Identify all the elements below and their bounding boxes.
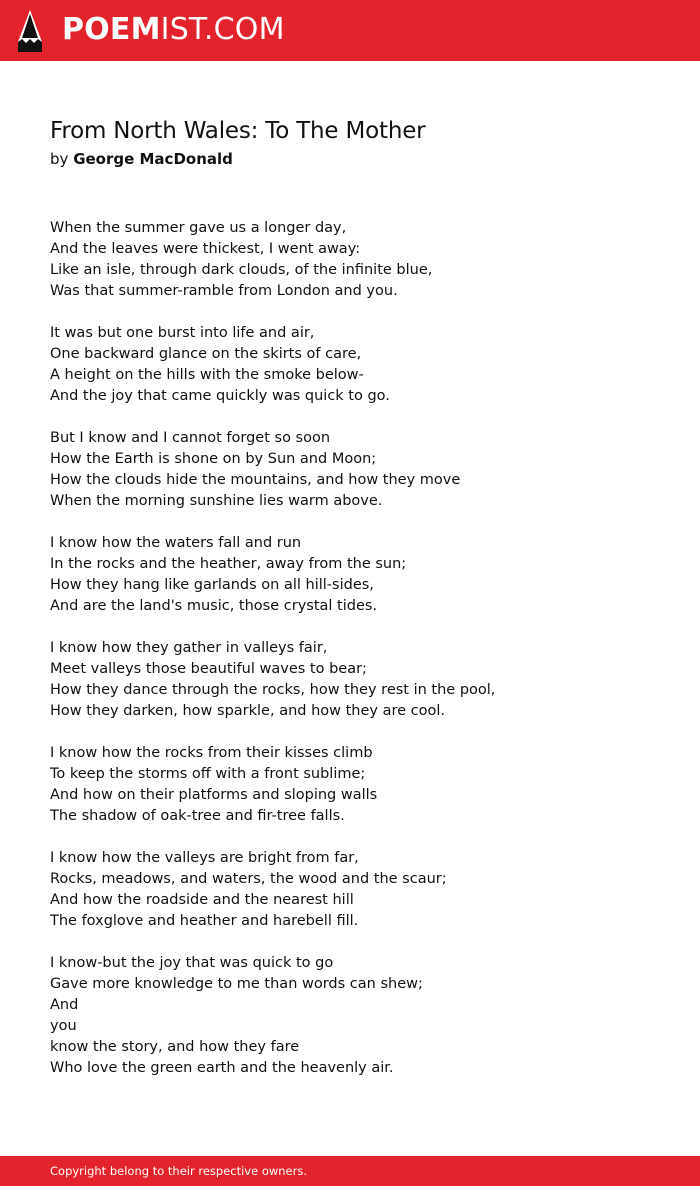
stanza [50, 953, 670, 1079]
poem-line: How the clouds hide the mountains, and how they move [50, 472, 461, 488]
poem-line: Was that summer-ramble from London and you. [50, 283, 398, 299]
poem-line: To keep the storms off with a front sublime; [50, 766, 366, 782]
site-logo[interactable] [62, 12, 285, 48]
poem-line: When the summer gave us a longer day, [50, 220, 347, 236]
poem-line: And the leaves were thickest, I went away: [50, 241, 361, 257]
poem-line: And are the land's music, those crystal tides. [50, 598, 378, 614]
poem-line: And the joy that came quickly was quick to go. [50, 388, 390, 404]
stanza [50, 848, 670, 932]
stanza [50, 533, 670, 617]
pencil-icon [17, 10, 43, 52]
poem-line: How they darken, how sparkle, and how they are cool. [50, 703, 446, 719]
poem-line: I know how the waters fall and run [50, 535, 302, 551]
poem-line: Meet valleys those beautiful waves to bear; [50, 661, 367, 677]
poem-line: A height on the hills with the smoke below- [50, 367, 364, 383]
poem-line: I know how the valleys are bright from far, [50, 850, 359, 866]
poem-line: I know how they gather in valleys fair, [50, 640, 328, 656]
poem-line: Gave more knowledge to me than words can shew; [50, 976, 423, 992]
poem-line: When the morning sunshine lies warm above. [50, 493, 383, 509]
poem-line: But I know and I cannot forget so soon [50, 430, 331, 446]
poem-line: know the story, and how they fare [50, 1039, 300, 1055]
stanza [50, 638, 670, 722]
stanza [50, 218, 670, 302]
site-header [0, 0, 700, 61]
poem-line: One backward glance on the skirts of care, [50, 346, 362, 362]
copyright-text: Copyright belong to their respective owners. [50, 1164, 308, 1178]
poem-line: Rocks, meadows, and waters, the wood and the scaur; [50, 871, 447, 887]
logo-light-text: IST.COM [160, 12, 285, 47]
poem-line: It was but one burst into life and air, [50, 325, 315, 341]
byline [50, 148, 233, 170]
poem-title: From North Wales: To The Mother [50, 118, 426, 144]
stanza [50, 743, 670, 827]
poem-line: Like an isle, through dark clouds, of the infinite blue, [50, 262, 433, 278]
poem-line: And how the roadside and the nearest hill [50, 892, 354, 908]
poem-line: The shadow of oak-tree and fir-tree falls. [50, 808, 345, 824]
stanza [50, 428, 670, 512]
site-footer [0, 1156, 700, 1186]
byline-prefix: by [50, 150, 69, 168]
poem-body [50, 218, 670, 1100]
poem-line: And [50, 997, 79, 1013]
poem-line: How they dance through the rocks, how they rest in the pool, [50, 682, 496, 698]
poem-line: I know-but the joy that was quick to go [50, 955, 334, 971]
poem-line: I know how the rocks from their kisses climb [50, 745, 373, 761]
stanza [50, 323, 670, 407]
poem-line: And how on their platforms and sloping walls [50, 787, 378, 803]
poem-line: Who love the green earth and the heavenly air. [50, 1060, 394, 1076]
poem-line: How they hang like garlands on all hill-sides, [50, 577, 374, 593]
poem-line: In the rocks and the heather, away from the sun; [50, 556, 407, 572]
logo-bold-text: POEM [62, 12, 161, 47]
author-name: George MacDonald [73, 150, 233, 168]
poem-line: How the Earth is shone on by Sun and Moon; [50, 451, 377, 467]
poem-line: you [50, 1018, 77, 1034]
poem-line: The foxglove and heather and harebell fill. [50, 913, 359, 929]
